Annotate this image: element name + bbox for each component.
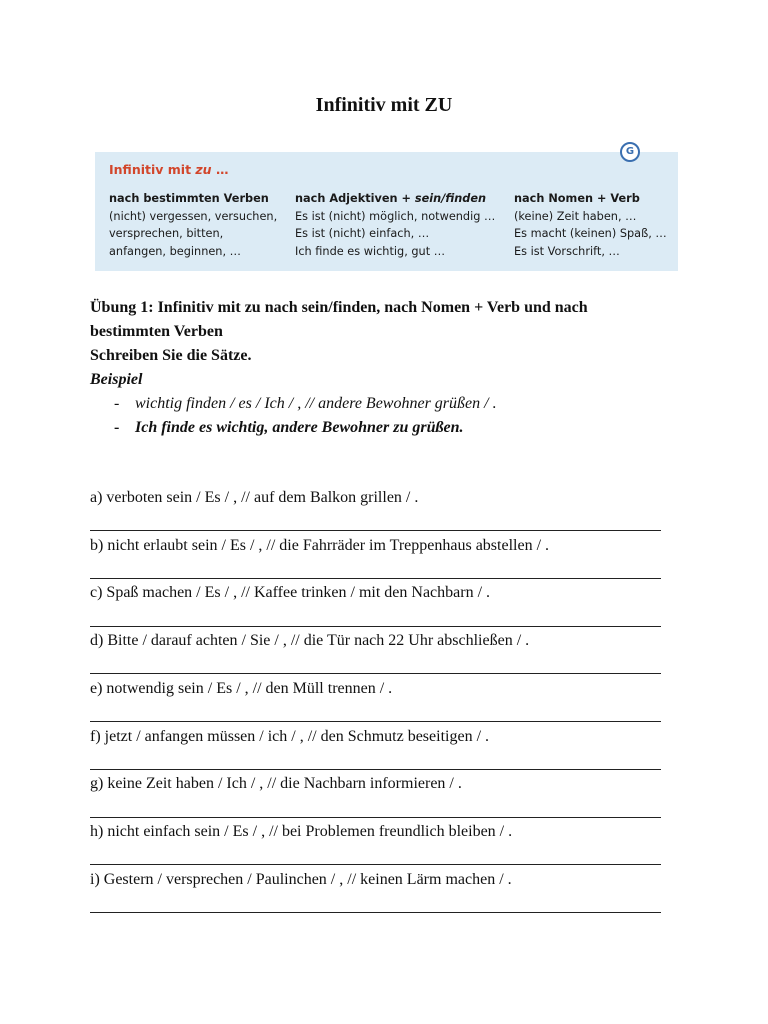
task-c: c) Spaß machen / Es / , // Kaffee trinken / mit den Nachbarn / . [90,584,491,601]
answer-line-c[interactable] [90,626,661,627]
task-f: f) jetzt / anfangen müssen / ich / , // den Schmutz beseitigen / . [90,728,490,745]
list-dash: - [114,395,120,412]
column-head-prefix: nach Adjektiven + [295,192,415,205]
example-label: Beispiel [90,371,143,388]
column-line: anfangen, beginnen, … [109,244,241,258]
column-line: (nicht) vergessen, versuchen, [109,209,278,223]
column-head [295,190,495,208]
answer-line-a[interactable] [90,530,661,531]
column-line: versprechen, bitten, [109,227,224,240]
example-answer-item [90,416,690,440]
exercise-title-line2: bestimmten Verben [90,323,223,340]
answer-line-e[interactable] [90,721,661,722]
column-line: Es macht (keinen) Spaß, … [514,227,667,240]
task-b: b) nicht erlaubt sein / Es / , // die Fahrräder im Treppenhaus abstellen / . [90,537,550,554]
task-g: g) keine Zeit haben / Ich / , // die Nachbarn informieren / . [90,775,462,792]
task-e: e) notwendig sein / Es / , // den Müll trennen / . [90,680,393,697]
heading-suffix: … [211,162,229,177]
list-dash: - [114,419,120,436]
grammar-box-heading [109,162,228,177]
column-line: (keine) Zeit haben, … [514,209,637,223]
column-line: Ich finde es wichtig, gut … [295,244,446,258]
heading-prefix: Infinitiv mit [109,162,196,177]
exercise-instructions [90,296,690,440]
answer-line-g[interactable] [90,817,661,818]
column-head: nach Nomen + Verb [514,192,640,205]
example-answer: Ich finde es wichtig, andere Bewohner zu grüßen. [135,419,464,436]
task-d: d) Bitte / darauf achten / Sie / , // die Tür nach 22 Uhr abschließen / . [90,632,530,649]
column-line: Es ist (nicht) möglich, notwendig … [295,209,496,223]
answer-line-h[interactable] [90,864,661,865]
exercise-instruction: Schreiben Sie die Sätze. [90,347,252,364]
answer-line-f[interactable] [90,769,661,770]
answer-line-i[interactable] [90,912,661,913]
example-prompt-item [90,392,690,416]
grammar-info-box [95,146,678,271]
column-line: Es ist (nicht) einfach, … [295,227,430,240]
column-head: nach bestimmten Verben [109,192,269,205]
task-i: i) Gestern / versprechen / Paulinchen / , // keinen Lärm machen / . [90,871,512,888]
answer-line-b[interactable] [90,578,661,579]
column-adjectives [295,190,495,260]
exercise-title-line1: Übung 1: Infinitiv mit zu nach sein/finden, nach Nomen + Verb und nach [90,299,588,316]
column-line: Es ist Vorschrift, … [514,244,620,258]
column-nouns [514,190,667,260]
example-prompt: wichtig finden / es / Ich / , // andere Bewohner grüßen / . [135,395,497,412]
answer-line-d[interactable] [90,673,661,674]
page-title: Infinitiv mit ZU [315,94,453,116]
heading-zu: zu [195,162,212,177]
column-head-italic: sein/finden [414,192,487,205]
grammar-badge-icon: G [620,142,640,162]
task-a: a) verboten sein / Es / , // auf dem Balkon grillen / . [90,489,419,506]
column-verbs [109,190,277,260]
task-h: h) nicht einfach sein / Es / , // bei Problemen freundlich bleiben / . [90,823,513,840]
